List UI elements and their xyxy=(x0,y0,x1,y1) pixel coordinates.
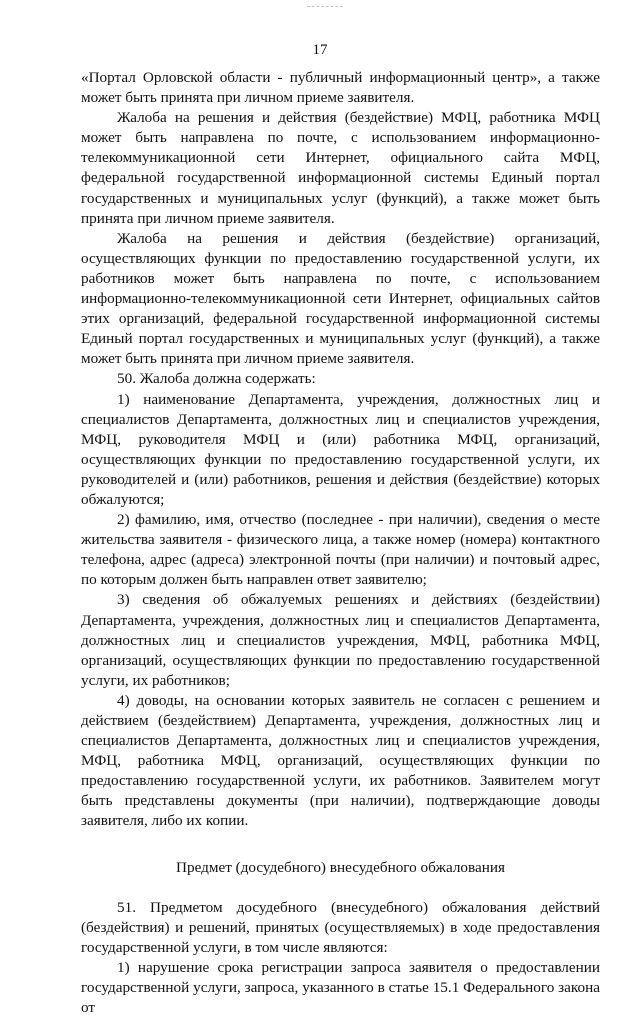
list-item-50-3: 3) сведения об обжалуемых решениях и действиях (бездействии) Департамента, учреждения, должностных лиц и специалистов Департамента, должностных лиц и специалистов учреждения, МФЦ, работника МФЦ, организаций, осуществляющих функции по предоставлению государственной услуги, их работников; xyxy=(81,591,600,689)
paragraph-mfc-complaint: Жалоба на решения и действия (бездействие) МФЦ, работника МФЦ может быть направлена по почте, с использованием информационно-телекоммуникационной сети Интернет, официального сайта МФЦ, федеральной государственной информационной системы Единый портал государственных и муниципальных услуг (функций), а также может быть принята при личном приеме заявителя. xyxy=(81,109,600,227)
list-item-50-1: 1) наименование Департамента, учреждения, должностных лиц и специалистов Департамента, должностных лиц и специалистов учреждения, МФЦ, руководителя МФЦ и (или) работника МФЦ, организаций, осуществляющих функции по предоставлению государственной услуги, их руководителей и (или) работников, решения и действия (бездействие) которых обжалуются; xyxy=(81,390,600,508)
paragraph-item-50: 50. Жалоба должна содержать: xyxy=(117,370,316,388)
paragraph-organizations-complaint: Жалоба на решения и действия (бездействие) организаций, осуществляющих функции по предоставлению государственной услуги, их работников может быть направлена по почте, с использованием информационно-телекоммуникационной сети Интернет, официальных сайтов этих организаций, федеральной государственной информационной системы Единый портал государственных и муниципальных услуг (функций), а также может быть принята при личном приеме заявителя. xyxy=(81,229,600,368)
list-item-50-2: 2) фамилию, имя, отчество (последнее - при наличии), сведения о месте жительства заявителя - физического лица, а также номер (номера) контактного телефона, адрес (адреса) электронной почты (при наличии) и почтовый адрес, по которым должен быть направлен ответ заявителю; xyxy=(81,511,600,589)
scan-artifact xyxy=(307,6,343,9)
document-body xyxy=(81,68,600,1018)
list-item-50-4: 4) доводы, на основании которых заявитель не согласен с решением и действием (бездействием) Департамента, учреждения, должностных лиц и специалистов Департамента, должностных лиц и специалистов учреждения, МФЦ, работника МФЦ, организаций, осуществляющих функции по предоставлению государственной услуги, их работников. Заявителем могут быть представлены документы (при наличии), подтверждающие доводы заявителя, либо их копии. xyxy=(81,691,600,830)
section-heading: Предмет (досудебного) внесудебного обжалования xyxy=(176,858,505,876)
paragraph-continuation: «Портал Орловской области - публичный информационный центр», а также может быть принята при личном приеме заявителя. xyxy=(81,69,600,107)
page-number: 17 xyxy=(312,42,328,58)
list-item-51-1: 1) нарушение срока регистрации запроса заявителя о предоставлении государственной услуги, запроса, указанного в статье 15.1 Федерального закона от xyxy=(81,958,600,1017)
paragraph-item-51: 51. Предметом досудебного (внесудебного) обжалования действий (бездействия) и решений, принятых (осуществляемых) в ходе предоставления государственной услуги, в том числе являются: xyxy=(81,898,600,956)
